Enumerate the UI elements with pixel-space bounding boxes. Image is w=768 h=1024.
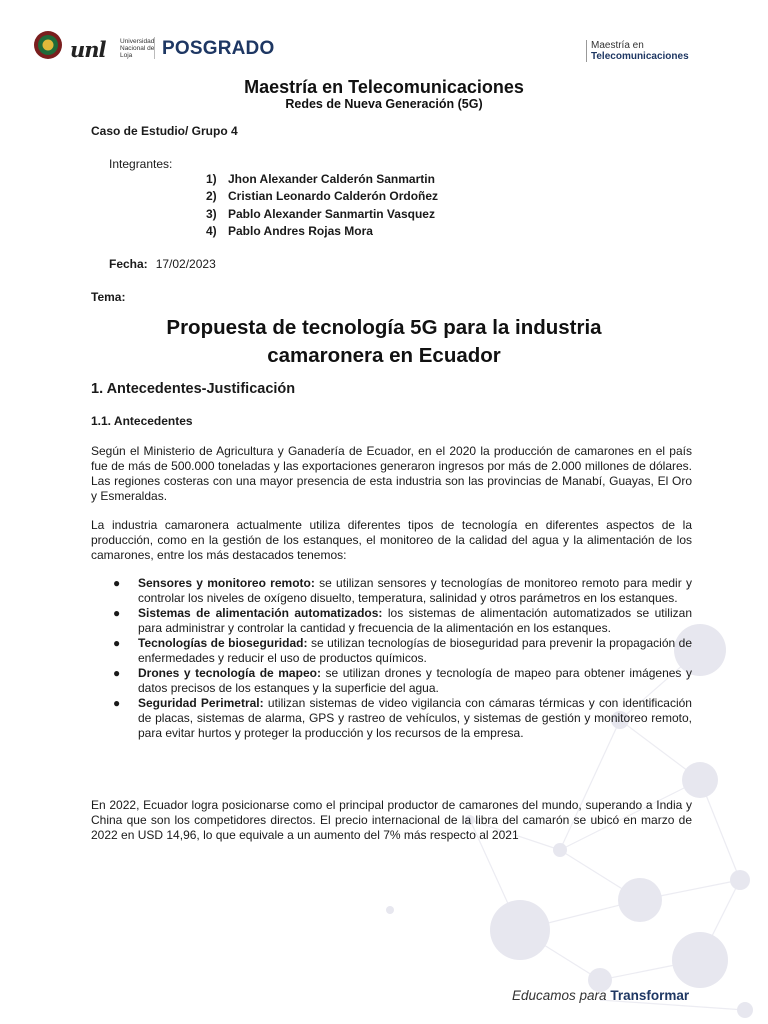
bullet-text: los sistemas de alimentación automatizados se utilizan para administrar y controlar la cantidad y frecuencia de la alimentación en los estanques. (138, 606, 692, 635)
main-title-line1: Propuesta de tecnología 5G para la industria (166, 316, 602, 339)
footer-slogan-light: Educamos para (512, 988, 611, 1003)
date-row (109, 257, 216, 271)
bullet-text: se utilizan drones y tecnología de mapeo para obtener imágenes y datos precisos de los estanques y la superficie del agua. (138, 666, 692, 695)
bullet-item (91, 636, 692, 666)
member-number: 3) (206, 206, 217, 221)
bullet-term: Sensores y monitoreo remoto: (138, 576, 315, 590)
member-item (206, 189, 438, 206)
bullet-text: se utilizan sensores y tecnologías de monitoreo remoto para medir y controlar los niveles de oxígeno disuelto, temperatura, salinidad y otros parámetros en los estanques. (138, 576, 692, 605)
member-number: 4) (206, 223, 217, 238)
main-title-line2: camaronera en Ecuador (267, 344, 501, 367)
bullet-term: Tecnologías de bioseguridad: (138, 636, 308, 650)
bullet-item (91, 666, 692, 696)
date-value: 17/02/2023 (155, 257, 216, 271)
program-brand-line2: Telecomunicaciones (591, 51, 689, 62)
bullet-text: utilizan sistemas de video vigilancia con cámaras térmicas y con identificación de placas, sistemas de alarma, GPS y rastreo de vehículos, y sistemas de gestión y monitoreo remoto, para evitar hurtos y proteger la producción y los recursos de la empresa. (138, 696, 692, 740)
document-title: Maestría en Telecomunicaciones (244, 77, 524, 97)
bullet-item (91, 696, 692, 741)
bullet-dot: ● (113, 636, 121, 650)
header-divider (154, 37, 155, 59)
subsection-heading: 1.1. Antecedentes (91, 414, 193, 428)
member-number: 2) (206, 189, 217, 204)
topic-label: Tema: (91, 290, 126, 304)
member-item (206, 172, 438, 189)
paragraph-3: En 2022, Ecuador logra posicionarse como el principal productor de camarones del mundo, superando a India y China que son los competidores directos. El precio internacional de la libra del camarón se ubicó en marzo de 2022 en USD 14,96, lo que equivale a un aumento del 7% más respecto al 2021 (91, 798, 692, 842)
paragraph-1: Según el Ministerio de Agricultura y Ganadería de Ecuador, en el 2020 la producción de camarones en el país fue de más de 500.000 toneladas y las exportaciones generaron ingresos por más de 2.000 millones de dólares. Las regiones costeras con una mayor presencia de esta industria son las provincias de Manabí, Guayas, El Oro y Esmeraldas. (91, 444, 692, 503)
section-heading: 1. Antecedentes-Justificación (91, 381, 296, 397)
program-brand (591, 40, 689, 62)
member-name: Jhon Alexander Calderón Sanmartin (228, 172, 435, 186)
members-list (206, 172, 438, 241)
bullet-text: se utilizan tecnologías de bioseguridad para prevenir la propagación de enfermedades y reducir el uso de productos químicos. (138, 636, 693, 665)
member-item (206, 207, 438, 224)
bullet-dot: ● (113, 696, 121, 710)
members-label: Integrantes: (109, 157, 173, 171)
bullet-dot: ● (113, 606, 121, 620)
right-brand-divider (586, 40, 587, 62)
bullet-dot: ● (113, 666, 121, 680)
unl-logo-text: unl (70, 37, 106, 62)
bullet-item (91, 606, 692, 636)
member-name: Pablo Andres Rojas Mora (228, 223, 373, 238)
bullet-dot: ● (113, 576, 121, 590)
footer-slogan (512, 988, 689, 1003)
bullet-item (91, 576, 692, 606)
main-title (60, 314, 708, 370)
bullet-term: Sistemas de alimentación automatizados: (138, 606, 383, 620)
member-item (206, 224, 438, 241)
member-name: Cristian Leonardo Calderón Ordoñez (228, 189, 439, 204)
date-label: Fecha: (109, 257, 148, 271)
bullet-term: Drones y tecnología de mapeo: (138, 666, 321, 680)
university-seal-logo (33, 30, 63, 60)
program-brand-line1: Maestría en (591, 40, 644, 51)
posgrado-logo-text: POSGRADO (162, 38, 275, 59)
member-name: Pablo Alexander Sanmartin Vasquez (228, 206, 435, 221)
footer-slogan-bold: Transformar (610, 988, 690, 1003)
paragraph-2: La industria camaronera actualmente utiliza diferentes tipos de tecnología en diferentes aspectos de la producción, como en la gestión de los estanques, el monitoreo de la calidad del agua y la alimentación de los camarones, entre los más destacados tenemos: (91, 518, 692, 562)
technology-bullet-list (91, 576, 692, 741)
bullet-term: Seguridad Perimetral: (138, 696, 264, 710)
member-number: 1) (206, 172, 217, 186)
university-name: Universidad Nacional de Loja (120, 38, 155, 59)
document-subtitle: Redes de Nueva Generación (5G) (285, 97, 483, 111)
case-study-label: Caso de Estudio/ Grupo 4 (91, 124, 238, 138)
